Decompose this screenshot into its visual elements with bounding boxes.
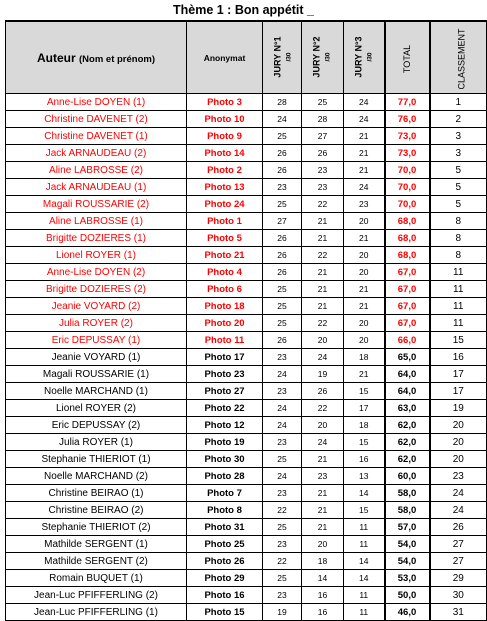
table-row — [6, 264, 487, 281]
jury-1-score: 26 — [263, 264, 302, 281]
header-jury-3 — [344, 21, 385, 94]
jury-2-score: 22 — [302, 196, 344, 213]
total-cell: 57,0 — [385, 519, 430, 536]
table-row — [6, 604, 487, 621]
photo-cell: Photo 28 — [187, 468, 263, 485]
rank-cell: 11 — [430, 264, 487, 281]
jury-2-score: 25 — [302, 94, 344, 111]
photo-cell: Photo 11 — [187, 332, 263, 349]
author-cell: Eric DEPUSSAY (2) — [6, 417, 187, 434]
jury-1-score: 25 — [263, 315, 302, 332]
total-cell: 54,0 — [385, 536, 430, 553]
table-row — [6, 366, 487, 383]
header-jury-2-label: JURY N°2 — [311, 36, 322, 78]
jury-3-score: 24 — [344, 94, 385, 111]
jury-2-score: 22 — [302, 400, 344, 417]
table-row — [6, 502, 487, 519]
photo-cell: Photo 16 — [187, 587, 263, 604]
jury-2-score: 26 — [302, 145, 344, 162]
jury-3-score: 24 — [344, 179, 385, 196]
jury-2-score: 21 — [302, 485, 344, 502]
jury-3-score: 11 — [344, 519, 385, 536]
jury-1-score: 25 — [263, 570, 302, 587]
photo-cell: Photo 1 — [187, 213, 263, 230]
total-cell: 70,0 — [385, 179, 430, 196]
jury-3-score: 17 — [344, 400, 385, 417]
author-cell: Eric DEPUSSAY (1) — [6, 332, 187, 349]
author-cell: Brigitte DOZIERES (2) — [6, 281, 187, 298]
author-cell: Mathilde SERGENT (2) — [6, 553, 187, 570]
rank-cell: 17 — [430, 366, 487, 383]
jury-3-score: 18 — [344, 349, 385, 366]
rank-cell: 20 — [430, 417, 487, 434]
jury-2-score: 21 — [302, 230, 344, 247]
author-cell: Jeanie VOYARD (2) — [6, 298, 187, 315]
photo-cell: Photo 12 — [187, 417, 263, 434]
table-row — [6, 587, 487, 604]
header-rank-label: CLASSEMENT — [456, 27, 467, 90]
total-cell: 73,0 — [385, 128, 430, 145]
jury-3-score: 20 — [344, 315, 385, 332]
jury-3-score: 20 — [344, 332, 385, 349]
author-cell: Romain BUQUET (1) — [6, 570, 187, 587]
photo-cell: Photo 3 — [187, 94, 263, 111]
rank-cell: 26 — [430, 519, 487, 536]
photo-cell: Photo 31 — [187, 519, 263, 536]
author-cell: Noelle MARCHAND (2) — [6, 468, 187, 485]
rank-cell: 19 — [430, 400, 487, 417]
author-cell: Anne-Lise DOYEN (2) — [6, 264, 187, 281]
jury-1-score: 23 — [263, 485, 302, 502]
author-cell: Christine BEIRAO (1) — [6, 485, 187, 502]
jury-1-score: 23 — [263, 179, 302, 196]
jury-1-score: 24 — [263, 468, 302, 485]
rank-cell: 27 — [430, 536, 487, 553]
author-cell: Jack ARNAUDEAU (2) — [6, 145, 187, 162]
header-jury-1-label: JURY N°1 — [272, 36, 283, 78]
header-jury-2 — [302, 21, 344, 94]
author-cell: Julia ROYER (1) — [6, 434, 187, 451]
header-total-label: TOTAL — [402, 44, 412, 73]
total-cell: 63,0 — [385, 400, 430, 417]
header-jury-3-label: JURY N°3 — [353, 36, 364, 78]
photo-cell: Photo 5 — [187, 230, 263, 247]
rank-cell: 3 — [430, 128, 487, 145]
photo-cell: Photo 13 — [187, 179, 263, 196]
header-jury-2-sub: /30 — [324, 52, 332, 62]
jury-3-score: 20 — [344, 247, 385, 264]
jury-3-score: 13 — [344, 468, 385, 485]
photo-cell: Photo 18 — [187, 298, 263, 315]
table-row — [6, 281, 487, 298]
author-cell: Christine DAVENET (2) — [6, 111, 187, 128]
jury-1-score: 25 — [263, 519, 302, 536]
total-cell: 67,0 — [385, 298, 430, 315]
results-table — [5, 20, 487, 621]
table-row — [6, 417, 487, 434]
photo-cell: Photo 27 — [187, 383, 263, 400]
header-row — [6, 21, 487, 94]
jury-3-score: 18 — [344, 417, 385, 434]
jury-3-score: 24 — [344, 111, 385, 128]
photo-cell: Photo 22 — [187, 400, 263, 417]
photo-cell: Photo 24 — [187, 196, 263, 213]
jury-1-score: 25 — [263, 196, 302, 213]
author-cell: Aline LABROSSE (1) — [6, 213, 187, 230]
jury-2-score: 19 — [302, 366, 344, 383]
total-cell: 68,0 — [385, 247, 430, 264]
total-cell: 68,0 — [385, 213, 430, 230]
photo-cell: Photo 14 — [187, 145, 263, 162]
jury-1-score: 26 — [263, 145, 302, 162]
total-cell: 62,0 — [385, 451, 430, 468]
jury-1-score: 25 — [263, 298, 302, 315]
header-jury-1 — [263, 21, 302, 94]
jury-3-score: 21 — [344, 366, 385, 383]
jury-1-score: 23 — [263, 536, 302, 553]
rank-cell: 8 — [430, 247, 487, 264]
total-cell: 77,0 — [385, 94, 430, 111]
photo-cell: Photo 8 — [187, 502, 263, 519]
author-cell: Stephanie THIERIOT (2) — [6, 519, 187, 536]
jury-2-score: 16 — [302, 604, 344, 621]
jury-1-score: 27 — [263, 213, 302, 230]
jury-1-score: 24 — [263, 111, 302, 128]
jury-2-score: 24 — [302, 349, 344, 366]
rank-cell: 20 — [430, 434, 487, 451]
rank-cell: 20 — [430, 451, 487, 468]
table-row — [6, 196, 487, 213]
table-row — [6, 247, 487, 264]
rank-cell: 16 — [430, 349, 487, 366]
jury-2-score: 23 — [302, 179, 344, 196]
jury-2-score: 23 — [302, 162, 344, 179]
table-row — [6, 468, 487, 485]
header-author-label: Auteur — [36, 50, 76, 65]
jury-1-score: 26 — [263, 332, 302, 349]
total-cell: 73,0 — [385, 145, 430, 162]
header-author-sub: (Nom et prénom) — [79, 53, 155, 65]
table-row — [6, 315, 487, 332]
jury-3-score: 20 — [344, 264, 385, 281]
total-cell: 67,0 — [385, 264, 430, 281]
jury-2-score: 20 — [302, 536, 344, 553]
jury-3-score: 11 — [344, 604, 385, 621]
photo-cell: Photo 4 — [187, 264, 263, 281]
jury-2-score: 21 — [302, 502, 344, 519]
jury-1-score: 26 — [263, 230, 302, 247]
photo-cell: Photo 26 — [187, 553, 263, 570]
rank-cell: 2 — [430, 111, 487, 128]
total-cell: 67,0 — [385, 281, 430, 298]
jury-1-score: 23 — [263, 434, 302, 451]
total-cell: 54,0 — [385, 553, 430, 570]
rank-cell: 11 — [430, 281, 487, 298]
jury-2-score: 18 — [302, 553, 344, 570]
jury-1-score: 24 — [263, 417, 302, 434]
photo-cell: Photo 30 — [187, 451, 263, 468]
jury-2-score: 21 — [302, 264, 344, 281]
jury-2-score: 21 — [302, 451, 344, 468]
jury-1-score: 23 — [263, 587, 302, 604]
table-row — [6, 434, 487, 451]
header-jury-1-sub: /30 — [285, 52, 293, 62]
jury-3-score: 20 — [344, 213, 385, 230]
photo-cell: Photo 15 — [187, 604, 263, 621]
jury-1-score: 24 — [263, 400, 302, 417]
jury-3-score: 11 — [344, 536, 385, 553]
jury-3-score: 14 — [344, 485, 385, 502]
jury-3-score: 15 — [344, 383, 385, 400]
jury-1-score: 26 — [263, 247, 302, 264]
photo-cell: Photo 17 — [187, 349, 263, 366]
table-row — [6, 553, 487, 570]
jury-2-score: 20 — [302, 417, 344, 434]
author-cell: Mathilde SERGENT (1) — [6, 536, 187, 553]
jury-2-score: 21 — [302, 298, 344, 315]
rank-cell: 27 — [430, 553, 487, 570]
rank-cell: 29 — [430, 570, 487, 587]
jury-3-score: 21 — [344, 162, 385, 179]
jury-3-score: 16 — [344, 451, 385, 468]
table-row — [6, 145, 487, 162]
jury-3-score: 23 — [344, 196, 385, 213]
rank-cell: 15 — [430, 332, 487, 349]
jury-2-score: 22 — [302, 315, 344, 332]
author-cell: Lionel ROYER (2) — [6, 400, 187, 417]
jury-1-score: 24 — [263, 366, 302, 383]
rank-cell: 24 — [430, 485, 487, 502]
total-cell: 70,0 — [385, 196, 430, 213]
photo-cell: Photo 2 — [187, 162, 263, 179]
jury-3-score: 11 — [344, 587, 385, 604]
jury-2-score: 21 — [302, 281, 344, 298]
photo-cell: Photo 20 — [187, 315, 263, 332]
table-row — [6, 298, 487, 315]
total-cell: 68,0 — [385, 230, 430, 247]
rank-cell: 5 — [430, 196, 487, 213]
table-row — [6, 349, 487, 366]
jury-2-score: 16 — [302, 587, 344, 604]
jury-3-score: 21 — [344, 128, 385, 145]
table-row — [6, 570, 487, 587]
author-cell: Jean-Luc PFIFFERLING (2) — [6, 587, 187, 604]
rank-cell: 11 — [430, 315, 487, 332]
author-cell: Lionel ROYER (1) — [6, 247, 187, 264]
jury-2-score: 21 — [302, 213, 344, 230]
table-row — [6, 332, 487, 349]
rank-cell: 8 — [430, 213, 487, 230]
author-cell: Noelle MARCHAND (1) — [6, 383, 187, 400]
table-row — [6, 179, 487, 196]
jury-2-score: 24 — [302, 434, 344, 451]
jury-1-score: 28 — [263, 94, 302, 111]
table-row — [6, 451, 487, 468]
jury-3-score: 15 — [344, 434, 385, 451]
table-row — [6, 111, 487, 128]
rank-cell: 5 — [430, 162, 487, 179]
jury-1-score: 19 — [263, 604, 302, 621]
table-row — [6, 536, 487, 553]
jury-3-score: 21 — [344, 298, 385, 315]
rank-cell: 1 — [430, 94, 487, 111]
jury-2-score: 27 — [302, 128, 344, 145]
header-total — [385, 21, 430, 94]
jury-2-score: 21 — [302, 519, 344, 536]
photo-cell: Photo 19 — [187, 434, 263, 451]
total-cell: 62,0 — [385, 417, 430, 434]
total-cell: 53,0 — [385, 570, 430, 587]
total-cell: 66,0 — [385, 332, 430, 349]
total-cell: 58,0 — [385, 502, 430, 519]
header-author — [6, 21, 187, 94]
author-cell: Anne-Lise DOYEN (1) — [6, 94, 187, 111]
total-cell: 70,0 — [385, 162, 430, 179]
jury-1-score: 22 — [263, 502, 302, 519]
jury-3-score: 21 — [344, 281, 385, 298]
total-cell: 46,0 — [385, 604, 430, 621]
author-cell: Magali ROUSSARIE (1) — [6, 366, 187, 383]
author-cell: Stephanie THIERIOT (1) — [6, 451, 187, 468]
total-cell: 58,0 — [385, 485, 430, 502]
table-row — [6, 485, 487, 502]
table-row — [6, 128, 487, 145]
rank-cell: 8 — [430, 230, 487, 247]
table-row — [6, 519, 487, 536]
jury-1-score: 23 — [263, 349, 302, 366]
jury-1-score: 23 — [263, 383, 302, 400]
jury-2-score: 20 — [302, 332, 344, 349]
photo-cell: Photo 7 — [187, 485, 263, 502]
total-cell: 62,0 — [385, 434, 430, 451]
jury-1-score: 25 — [263, 451, 302, 468]
photo-cell: Photo 23 — [187, 366, 263, 383]
rank-cell: 30 — [430, 587, 487, 604]
rank-cell: 31 — [430, 604, 487, 621]
photo-cell: Photo 21 — [187, 247, 263, 264]
author-cell: Jean-Luc PFIFFERLING (1) — [6, 604, 187, 621]
photo-cell: Photo 9 — [187, 128, 263, 145]
total-cell: 64,0 — [385, 366, 430, 383]
rank-cell: 3 — [430, 145, 487, 162]
author-cell: Jack ARNAUDEAU (1) — [6, 179, 187, 196]
table-row — [6, 162, 487, 179]
table-row — [6, 230, 487, 247]
author-cell: Brigitte DOZIERES (1) — [6, 230, 187, 247]
rank-cell: 17 — [430, 383, 487, 400]
jury-3-score: 14 — [344, 570, 385, 587]
jury-3-score: 21 — [344, 145, 385, 162]
table-row — [6, 383, 487, 400]
jury-3-score: 14 — [344, 553, 385, 570]
header-jury-3-sub: /30 — [366, 52, 374, 62]
total-cell: 67,0 — [385, 315, 430, 332]
total-cell: 60,0 — [385, 468, 430, 485]
author-cell: Christine DAVENET (1) — [6, 128, 187, 145]
total-cell: 65,0 — [385, 349, 430, 366]
jury-1-score: 22 — [263, 553, 302, 570]
jury-3-score: 21 — [344, 230, 385, 247]
jury-2-score: 23 — [302, 468, 344, 485]
author-cell: Jeanie VOYARD (1) — [6, 349, 187, 366]
total-cell: 64,0 — [385, 383, 430, 400]
author-cell: Julia ROYER (2) — [6, 315, 187, 332]
table-row — [6, 400, 487, 417]
total-cell: 76,0 — [385, 111, 430, 128]
header-anonymat: Anonymat — [187, 21, 263, 94]
photo-cell: Photo 6 — [187, 281, 263, 298]
jury-2-score: 22 — [302, 247, 344, 264]
author-cell: Christine BEIRAO (2) — [6, 502, 187, 519]
jury-1-score: 25 — [263, 281, 302, 298]
jury-2-score: 28 — [302, 111, 344, 128]
jury-3-score: 15 — [344, 502, 385, 519]
author-cell: Magali ROUSSARIE (2) — [6, 196, 187, 213]
page-title: Thème 1 : Bon appétit _ — [173, 3, 314, 17]
author-cell: Aline LABROSSE (2) — [6, 162, 187, 179]
table-row — [6, 94, 487, 111]
rank-cell: 11 — [430, 298, 487, 315]
rank-cell: 5 — [430, 179, 487, 196]
jury-1-score: 25 — [263, 128, 302, 145]
table-row — [6, 213, 487, 230]
jury-1-score: 26 — [263, 162, 302, 179]
jury-2-score: 26 — [302, 383, 344, 400]
header-rank — [430, 21, 487, 94]
rank-cell: 24 — [430, 502, 487, 519]
photo-cell: Photo 10 — [187, 111, 263, 128]
rank-cell: 23 — [430, 468, 487, 485]
jury-2-score: 14 — [302, 570, 344, 587]
photo-cell: Photo 25 — [187, 536, 263, 553]
photo-cell: Photo 29 — [187, 570, 263, 587]
total-cell: 50,0 — [385, 587, 430, 604]
